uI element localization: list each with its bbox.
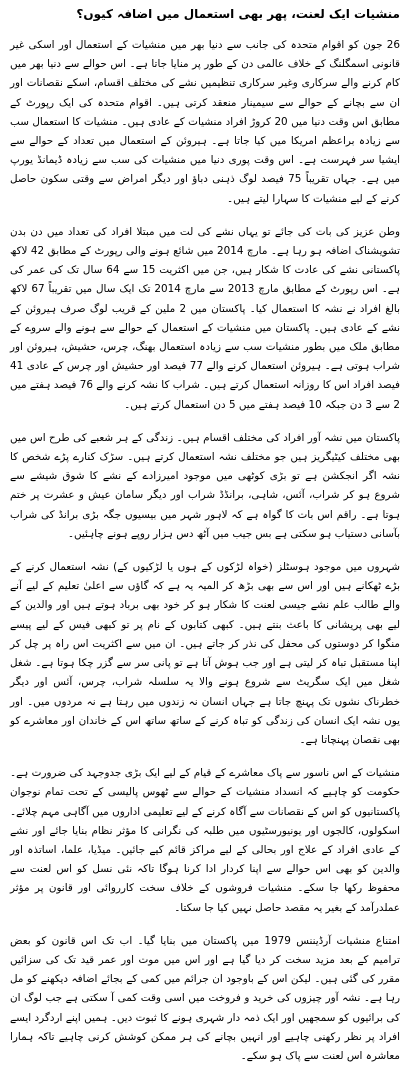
article-paragraph: شہروں میں موجود ہوسٹلز (خواہ لڑکوں کے ہوں یا لڑکیوں کے) نشہ استعمال کرنے کے بڑے ٹھکانے ہیں اور اس سے بھی بڑھ کر المیہ یہ ہے کہ گاؤں سے اعلیٰ تعلیم کے لیے آنے والے طالب علم نشے جیسی لعنت کا شکار ہو کر خود بھی برباد ہوتے ہیں اور والدین کے لیے بھی پریشانی کا باعث بنتے ہیں۔ کبھی کتابوں کے نام پر تو کبھی فیس کے لیے پیسے منگوا کر دوستوں کی محفل کی نذر کر جاتے ہیں۔ ان میں سے اکثریت اس راہ پر چل کر اپنا مستقبل تباہ کر لیتی ہے اور جب ہوش آتا ہے تو پانی سر سے گزر چکا ہوتا ہے۔ شغل شغل میں ایک سگریٹ سے شروع ہونے والا یہ سلسلہ شراب، چرس، آئس اور دیگر خطرناک نشوں تک پہنچ جاتا ہے جہاں انسان نہ زندوں میں رہتا ہے نہ مردوں میں۔ اور یوں نشہ ایک انسان کی زندگی کو تباہ کرنے کے ساتھ ساتھ اس کے خاندان اور معاشرے کو بھی نقصان پہنچاتا ہے۔ — [10, 561, 400, 746]
article-paragraph: پاکستان میں نشہ آور افراد کی مختلف اقسام ہیں۔ زندگی کے ہر شعبے کی طرح اس میں بھی مختلف کیٹیگریز ہیں جو مختلف نشہ استعمال کرتے ہیں۔ سڑک کنارے پڑے شخص کا نشہ اگر انجکشن ہے تو بڑی کوٹھی میں موجود امیرزادے کے نشے کا شوق شیشے سے شروع ہو کر شراب، آئس، شاہی، برانڈڈ شراب اور دیگر سامان عیش و عشرت پر ختم ہوتا ہے۔ راقم اس بات کا گواہ ہے کہ لاہور شہر میں بیسیوں جگہ بڑی برانڈ کی شراب بآسانی دستیاب ہو سکتی ہے بس جیب میں آٹھ دس ہزار روپے ہونے چاہئیں۔ — [10, 431, 400, 540]
article-paragraph: 26 جون کو اقوام متحدہ کی جانب سے دنیا بھر میں منشیات کے استعمال اور اسکی غیر قانونی اسمگلنگ کے خلاف عالمی دن کے طور پر منایا جاتا ہے۔ اس حوالے سے دنیا بھر میں کام کرنے والے سرکاری وغیر سرکاری تنظیمیں نشے کی مختلف اقسام، اسکے نقصانات اور ان سے بچانے کے حوالے سے سیمینار منعقد کرتی ہیں۔ اقوام متحدہ کی ایک رپورٹ کے مطابق اس وقت دنیا میں 20 کروڑ افراد منشیات کے عادی ہیں۔ منشیات کا استعمال سب سے زیادہ براعظم امریکا میں کیا جاتا ہے۔ ہیروئن کے استعمال میں تعداد کے حوالے سے ایشیا سر فہرست ہے۔ اس وقت پوری دنیا میں منشیات کی سب سے زیادہ ڈیمانڈ یورپ میں ہے۔ جہاں تقریباً 75 فیصد لوگ ذہنی دباؤ اور دیگر امراض سے وقتی سکون حاصل کرنے کے لیے منشیات کا سہارا لیتے ہیں۔ — [10, 39, 400, 205]
article-paragraph: امتناع منشیات آرڈیننس 1979 میں پاکستان میں بنایا گیا۔ اب تک اس قانون کو بعض ترامیم کے بعد مزید سخت کر دیا گیا ہے اور اس میں موت اور عمر قید تک کی سزائیں مقرر کی گئی ہیں۔ لیکن اس کے باوجود ان جرائم میں کمی کے بجائے اضافہ دیکھنے کو مل رہا ہے۔ نشہ آور چیزوں کی خرید و فروخت میں اسی وقت کمی آ سکتی ہے جب لوگ ان کی برائیوں کو سمجھیں اور ایک ذمہ دار شہری ہونے کا ثبوت دیں۔ ہمیں اپنے اردگرد ایسے افراد پر نظر رکھنی چاہیے اور انہیں بچانے کی ہر ممکن کوشش کرنی چاہیے تاکہ ہمارا معاشرہ اس لعنت سے پاک ہو سکے۔ — [10, 934, 401, 1062]
article-title: منشیات ایک لعنت، پھر بھی استعمال میں اضافہ کیوں؟ — [76, 7, 400, 21]
article-paragraph: منشیات کے اس ناسور سے پاک معاشرے کے قیام کے لیے ایک بڑی جدوجہد کی ضرورت ہے۔ حکومت کو چاہیے کہ انسداد منشیات کے حوالے سے ٹھوس پالیسی کے تحت تمام نوجوان پاکستانیوں کو اس کے نقصانات سے آگاہ کرنے کے لیے تعلیمی اداروں میں آگاہی مہم چلائے۔ اسکولوں، کالجوں اور یونیورسٹیوں میں طلبہ کی نگرانی کا مؤثر نظام بنایا جائے اور نشے کے عادی افراد کے علاج اور بحالی کے لیے مراکز قائم کیے جائیں۔ میڈیا، علما، اساتذہ اور والدین کو بھی اس حوالے سے اپنا کردار ادا کرنا ہوگا تاکہ نئی نسل کو اس لعنت سے محفوظ رکھا جا سکے۔ منشیات فروشوں کے خلاف سخت کارروائی اور قانون پر مؤثر عملدرآمد کے بغیر یہ مقصد حاصل نہیں کیا جا سکتا۔ — [10, 767, 400, 914]
article-paragraph: وطن عزیز کی بات کی جائے تو یہاں نشے کی لت میں مبتلا افراد کی تعداد میں دن بدن تشویشناک اضافہ ہو رہا ہے۔ مارچ 2014 میں شائع ہونے والی رپورٹ کے مطابق 42 لاکھ پاکستانی نشے کی عادت کا شکار ہیں، جن میں اکثریت 15 سے 64 سال تک کی عمر کی ہے۔ اس رپورٹ کے مطابق مارچ 2013 سے مارچ 2014 تک ایک سال میں تقریباً 67 لاکھ بالغ افراد نے نشہ کا استعمال کیا۔ پاکستان میں 2 ملین کے قریب لوگ صرف ہیروئن کے نشے کے عادی ہیں۔ پاکستان میں منشیات کے استعمال کے حوالے سے ہونے والے سروے کے مطابق ملک میں بطور منشیات سب سے زیادہ استعمال بھنگ، چرس، حشیش، ہیروئن اور شراب ہوتی ہے۔ ہیروئن استعمال کرنے والے 77 فیصد اور حشیش اور چرس کے عادی 41 فیصد افراد اس کا روزانہ استعمال کرتے ہیں۔ شراب کا نشہ کرنے والے 76 فیصد ہفتے میں 2 سے 3 دن جبکہ 10 فیصد ہفتے میں 5 دن استعمال کرتے ہیں۔ — [10, 225, 401, 411]
